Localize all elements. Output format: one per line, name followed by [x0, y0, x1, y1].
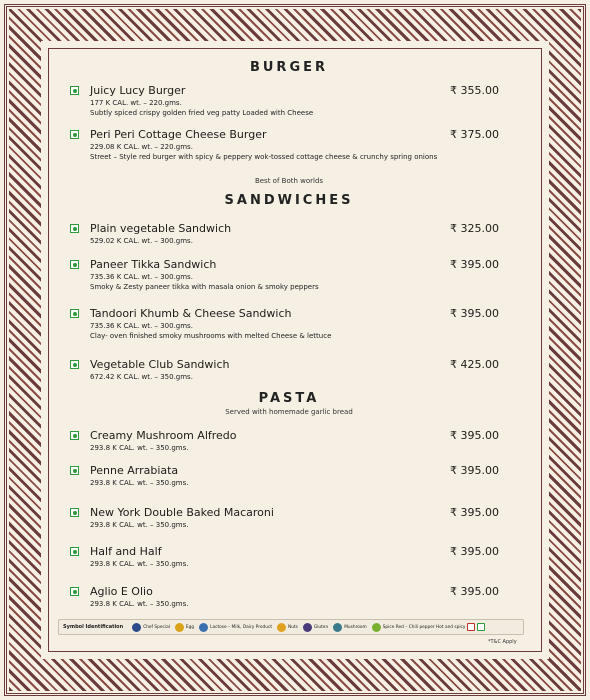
- item-description: Smoky & Zesty paneer tikka with masala onion & smoky peppers: [90, 283, 319, 291]
- item-price: ₹ 395.00: [450, 585, 499, 598]
- veg-icon: [70, 508, 79, 517]
- item-description: Clay- oven finished smoky mushrooms with melted Cheese & lettuce: [90, 332, 332, 340]
- item-calories: 229.08 K CAL. wt. – 220.gms.: [90, 143, 193, 151]
- item-calories: 177 K CAL. wt. – 220.gms.: [90, 99, 182, 107]
- legend-title: Symbol Identification: [63, 624, 124, 630]
- veg-icon: [70, 587, 79, 596]
- chef-special-icon: [132, 623, 141, 632]
- item-name: Half and Half: [90, 545, 162, 558]
- item-price: ₹ 395.00: [450, 429, 499, 442]
- legend-item: [199, 623, 272, 632]
- item-name: Paneer Tikka Sandwich: [90, 258, 217, 271]
- item-calories: 735.36 K CAL. wt. – 300.gms.: [90, 273, 193, 281]
- legend-item: [132, 623, 170, 632]
- item-name: Peri Peri Cottage Cheese Burger: [90, 128, 267, 141]
- item-price: ₹ 395.00: [450, 545, 499, 558]
- item-calories: 293.8 K CAL. wt. – 350.gms.: [90, 444, 189, 452]
- section-title-sandwiches: SANDWICHES: [224, 193, 354, 208]
- egg-icon: [175, 623, 184, 632]
- legend-item: [303, 623, 328, 632]
- menu-content: [56, 50, 538, 650]
- pasta-subtitle: Served with homemade garlic bread: [225, 408, 353, 416]
- item-price: ₹ 395.00: [450, 506, 499, 519]
- item-price: ₹ 395.00: [450, 307, 499, 320]
- veg-icon: [70, 224, 79, 233]
- sandwiches-tagline: Best of Both worlds: [254, 177, 324, 185]
- item-calories: 293.8 K CAL. wt. – 350.gms.: [90, 479, 189, 487]
- terms-note: *T&C Apply: [488, 639, 517, 645]
- item-calories: 735.36 K CAL. wt. – 300.gms.: [90, 322, 193, 330]
- veg-mark-icon: [477, 623, 485, 631]
- item-name: Penne Arrabiata: [90, 464, 179, 477]
- legend-label: Lactose – Milk, Dairy Product: [210, 624, 272, 630]
- item-calories: 529.02 K CAL. wt. – 300.gms.: [90, 237, 193, 245]
- item-calories: 672.42 K CAL. wt. – 350.gms.: [90, 373, 193, 381]
- item-name: Creamy Mushroom Alfredo: [90, 429, 237, 442]
- item-price: ₹ 395.00: [450, 258, 499, 271]
- legend-item: [277, 623, 298, 632]
- gluten-icon: [303, 623, 312, 632]
- item-description: Street – Style red burger with spicy & peppery wok-tossed cottage cheese & crunchy spring onions: [90, 153, 438, 161]
- legend-label: Nuts: [288, 624, 298, 630]
- item-price: ₹ 355.00: [450, 84, 499, 97]
- item-name: New York Double Baked Macaroni: [90, 506, 274, 519]
- chili-icon: [372, 623, 381, 632]
- item-name: Vegetable Club Sandwich: [90, 358, 230, 371]
- legend-label: Gluten: [313, 624, 329, 630]
- veg-icon: [70, 309, 79, 318]
- item-calories: 293.8 K CAL. wt. – 350.gms.: [90, 600, 189, 608]
- veg-icon: [70, 547, 79, 556]
- milk-icon: [199, 623, 208, 632]
- item-calories: 293.8 K CAL. wt. – 350.gms.: [90, 521, 189, 529]
- item-name: Plain vegetable Sandwich: [90, 222, 232, 235]
- symbol-legend: [58, 619, 524, 635]
- legend-item: [175, 623, 194, 632]
- legend-label: Egg: [185, 624, 195, 630]
- legend-label: Chef Special: [143, 624, 170, 630]
- item-price: ₹ 325.00: [450, 222, 499, 235]
- item-name: Tandoori Khumb & Cheese Sandwich: [90, 307, 292, 320]
- veg-icon: [70, 431, 79, 440]
- legend-label: Mushroom: [344, 624, 367, 630]
- veg-icon: [70, 130, 79, 139]
- section-title-pasta: PASTA: [258, 391, 320, 406]
- item-price: ₹ 425.00: [450, 358, 499, 371]
- legend-item: [372, 623, 486, 632]
- veg-icon: [70, 360, 79, 369]
- item-price: ₹ 395.00: [450, 464, 499, 477]
- spicy-mark-icon: [467, 623, 475, 631]
- veg-icon: [70, 260, 79, 269]
- veg-icon: [70, 86, 79, 95]
- item-name: Juicy Lucy Burger: [90, 84, 186, 97]
- item-description: Subtly spiced crispy golden fried veg patty Loaded with Cheese: [90, 109, 314, 117]
- nuts-icon: [277, 623, 286, 632]
- item-price: ₹ 375.00: [450, 128, 499, 141]
- legend-label: Spice Red – Chili pepper Hot and spicy: [382, 624, 466, 630]
- mushroom-icon: [333, 623, 342, 632]
- item-name: Aglio E Olio: [90, 585, 153, 598]
- section-title-burger: BURGER: [249, 60, 329, 75]
- legend-item: [333, 623, 367, 632]
- item-calories: 293.8 K CAL. wt. – 350.gms.: [90, 560, 189, 568]
- veg-icon: [70, 466, 79, 475]
